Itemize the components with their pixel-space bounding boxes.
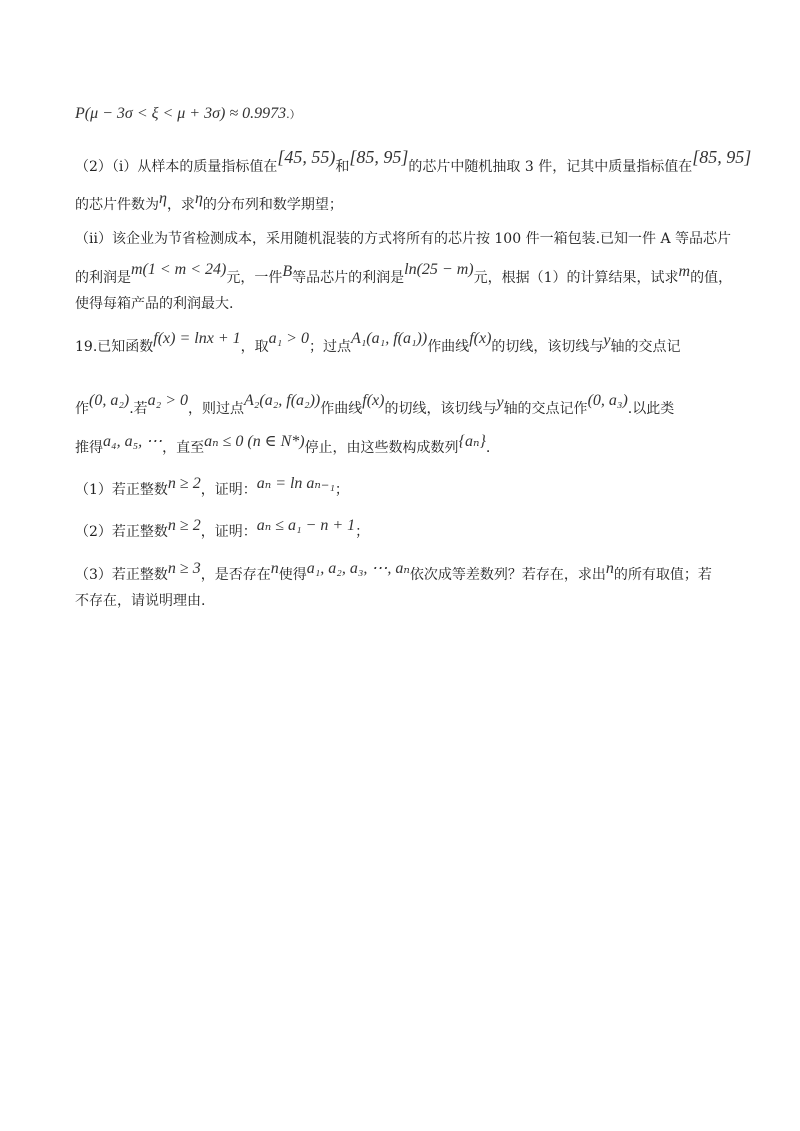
math-expression: m [678,263,691,280]
math-expression: n ≥ 2 [167,475,201,492]
math-expression: a₂ > 0 [147,392,189,409]
question-2-ii-line-2: 的利润是m(1 < m < 24)元，一件B等品芯片的利润是ln(25 − m)元，根据（1）的计算结果，试求m的值， [75,261,733,286]
question-19-line-3: 推得a₄, a₅, ⋯，直至aₙ ≤ 0 (n ∈ N*)停止，由这些数构成数列{aₙ}. [75,433,491,456]
math-expression: y [603,332,611,349]
question-2-i-line-1: （2）（i）从样本的质量指标值在[45, 55)和[85, 95]的芯片中随机抽取 3 件，记其中质量指标值在[85, 95] [75,147,752,175]
math-expression: P(μ − 3σ < ξ < μ + 3σ) ≈ 0.9973 [75,105,287,122]
math-expression: [85, 95] [349,147,409,167]
math-expression: aₙ = ln aₙ₋₁ [256,475,335,492]
math-expression: a₁, a₂, a₃, ⋯, aₙ [306,560,410,577]
math-expression: η [159,190,167,207]
math-expression: y [496,394,504,411]
question-19-part-3-line-1: （3）若正整数n ≥ 3，是否存在n使得a₁, a₂, a₃, ⋯, aₙ依次成等差数列？若存在，求出n的所有取值；若 [75,560,712,583]
normal-distribution-probability-line: P(μ − 3σ < ξ < μ + 3σ) ≈ 0.9973.） [75,105,301,122]
math-expression: a₁ > 0 [268,330,309,347]
math-expression: aₙ ≤ 0 (n ∈ N*) [204,433,305,450]
math-expression: {aₙ} [458,433,486,450]
math-expression: f(x) = lnx + 1 [153,330,241,347]
math-expression: n ≥ 3 [167,560,201,577]
math-expression: [45, 55) [277,147,336,167]
question-19-line-2: 作(0, a₂).若a₂ > 0，则过点A₂(a₂, f(a₂))作曲线f(x)的切线，该切线与y轴的交点记作(0, a₃).以此类 [75,392,675,417]
math-expression: a₄, a₅, ⋯ [103,433,163,450]
question-19-part-2: （2）若正整数n ≥ 2，证明：aₙ ≤ a₁ − n + 1； [75,517,370,540]
math-expression: n ≥ 2 [167,517,201,534]
math-expression: ln(25 − m) [404,261,474,278]
math-expression: [85, 95] [692,147,752,167]
question-2-ii-line-1: （ii）该企业为节省检测成本，采用随机混装的方式将所有的芯片按 100 件一箱包装.已知一件 A 等品芯片 [75,231,732,247]
question-19-line-1: 19.已知函数f(x) = lnx + 1，取a₁ > 0；过点A₁(a₁, f(a₁))作曲线f(x)的切线，该切线与y轴的交点记 [75,330,681,355]
math-expression: f(x) [362,392,385,409]
math-expression: A₁(a₁, f(a₁)) [350,330,428,347]
math-expression: η [194,190,203,207]
question-19-part-3-line-2: 不存在，请说明理由. [75,593,206,609]
math-expression: n [605,560,614,577]
math-expression: aₙ ≤ a₁ − n + 1 [256,517,356,534]
math-expression: (0, a₂) [89,392,130,409]
question-19-part-1: （1）若正整数n ≥ 2，证明：aₙ = ln aₙ₋₁； [75,475,349,498]
question-2-ii-line-3: 使得每箱产品的利润最大. [75,296,234,312]
math-expression: f(x) [469,330,492,347]
math-expression: A₂(a₂, f(a₂)) [244,392,321,409]
math-expression: B [282,263,293,280]
question-2-i-line-2: 的芯片件数为η，求η的分布列和数学期望； [75,190,343,213]
math-expression: m(1 < m < 24) [131,261,227,278]
math-expression: (0, a₃) [587,392,628,409]
math-expression: n [270,560,279,577]
